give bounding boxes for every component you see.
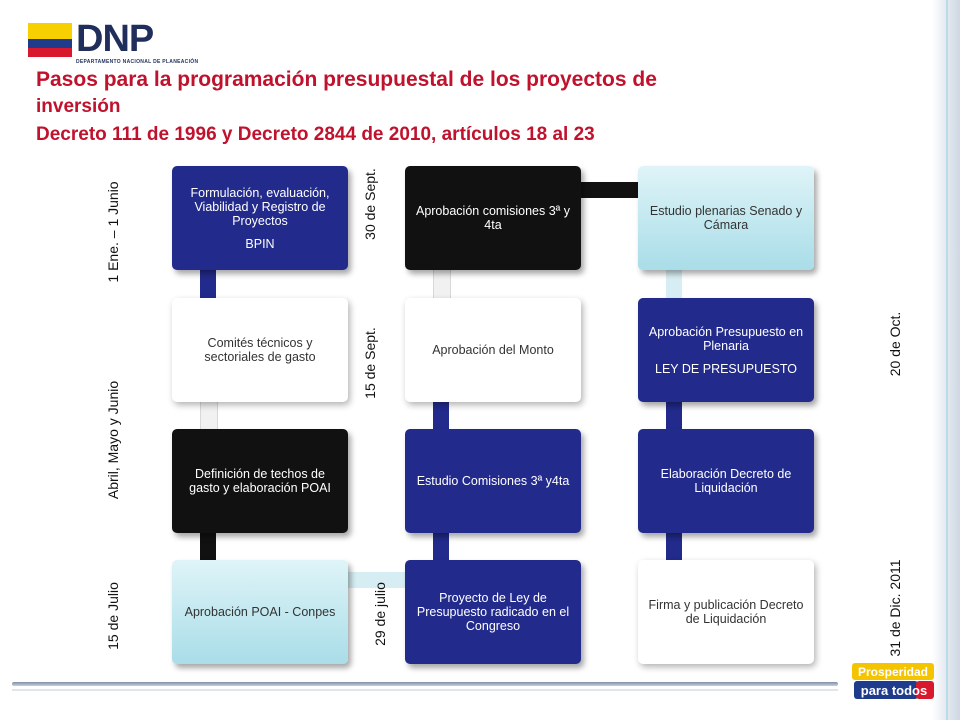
step-poai-label: Aprobación POAI - Conpes [184, 605, 336, 619]
dnp-logo-text: DNP [76, 18, 154, 60]
footer-divider [12, 682, 838, 686]
step-proyecto-ley [405, 560, 581, 664]
step-estudio-comisiones [405, 429, 581, 533]
step-techos [172, 429, 348, 533]
connector-monto-aprobcom [433, 268, 451, 298]
flag-yellow-stripe [28, 23, 72, 39]
date-label-jul29: 29 de julio [372, 582, 388, 646]
step-aprob-plenaria-sub: LEY DE PRESUPUESTO [655, 361, 797, 376]
step-comites [172, 298, 348, 402]
step-aprob-comisiones [405, 166, 581, 270]
date-label-ene-jun: 1 Ene. – 1 Junio [105, 181, 121, 283]
dnp-logo-subtitle: DEPARTAMENTO NACIONAL DE PLANEACIÓN [76, 59, 199, 65]
date-label-sep15: 15 de Sept. [362, 327, 378, 399]
step-formulacion-label: Formulación, evaluación, Viabilidad y Registro de Proyectos [190, 185, 330, 228]
connector-estudio-monto [433, 402, 449, 430]
step-proyecto-ley-label: Proyecto de Ley de Presupuesto radicado en el Congreso [416, 591, 570, 633]
step-monto-label: Aprobación del Monto [432, 343, 554, 357]
connector-aprobplen-decreto [666, 402, 682, 430]
flag-blue-stripe [28, 39, 72, 48]
step-aprob-plenaria [638, 298, 814, 402]
step-formulacion-sub: BPIN [245, 236, 275, 251]
step-plenarias [638, 166, 814, 270]
title-line-3: Decreto 111 de 1996 y Decreto 2844 de 2010, artículos 18 al 23 [36, 124, 595, 145]
step-decreto-label: Elaboración Decreto de Liquidación [660, 467, 792, 495]
footer-divider-shadow [12, 689, 838, 691]
step-decreto [638, 429, 814, 533]
title-line-2: inversión [36, 96, 121, 117]
date-label-jul15: 15 de Julio [105, 582, 121, 650]
prosperidad-logo [850, 660, 938, 702]
date-label-oct20: 20 de Oct. [887, 311, 903, 377]
step-monto [405, 298, 581, 402]
connector-proyecto-estudio [433, 532, 449, 562]
connector-decreto-firma [666, 532, 682, 562]
step-firma-label: Firma y publicación Decreto de Liquidación [648, 598, 804, 626]
step-aprob-comisiones-label: Aprobación comisiones 3ª y 4ta [415, 204, 570, 232]
step-aprob-plenaria-label: Aprobación Presupuesto en Plenaria [648, 324, 804, 353]
step-plenarias-label: Estudio plenarias Senado y Cámara [649, 204, 803, 232]
step-techos-label: Definición de techos de gasto y elaboración POAI [189, 467, 331, 495]
connector-plenarias-aprobplen [666, 268, 682, 298]
date-label-dic31: 31 de Dic. 2011 [887, 559, 903, 657]
step-firma [638, 560, 814, 664]
step-poai [172, 560, 348, 664]
right-edge-line [946, 0, 948, 720]
connector-aprobcom-plenarias [578, 182, 642, 198]
step-formulacion [172, 166, 348, 270]
connector-formulacion-comites [200, 268, 216, 298]
title-line-1: Pasos para la programación presupuestal de los proyectos de [36, 68, 657, 91]
connector-comites-techos [200, 402, 218, 430]
date-label-sep30: 30 de Sept. [362, 168, 378, 240]
prosperidad-logo-line1: Prosperidad [857, 665, 929, 679]
step-estudio-comisiones-label: Estudio Comisiones 3ª y4ta [416, 474, 570, 488]
prosperidad-logo-line2: para todos [860, 683, 928, 698]
flag-red-stripe [28, 48, 72, 57]
date-label-abr-jun: Abril, Mayo y Junio [105, 380, 121, 500]
step-comites-label: Comités técnicos y sectoriales de gasto [204, 336, 316, 364]
connector-techos-poai [200, 532, 216, 562]
